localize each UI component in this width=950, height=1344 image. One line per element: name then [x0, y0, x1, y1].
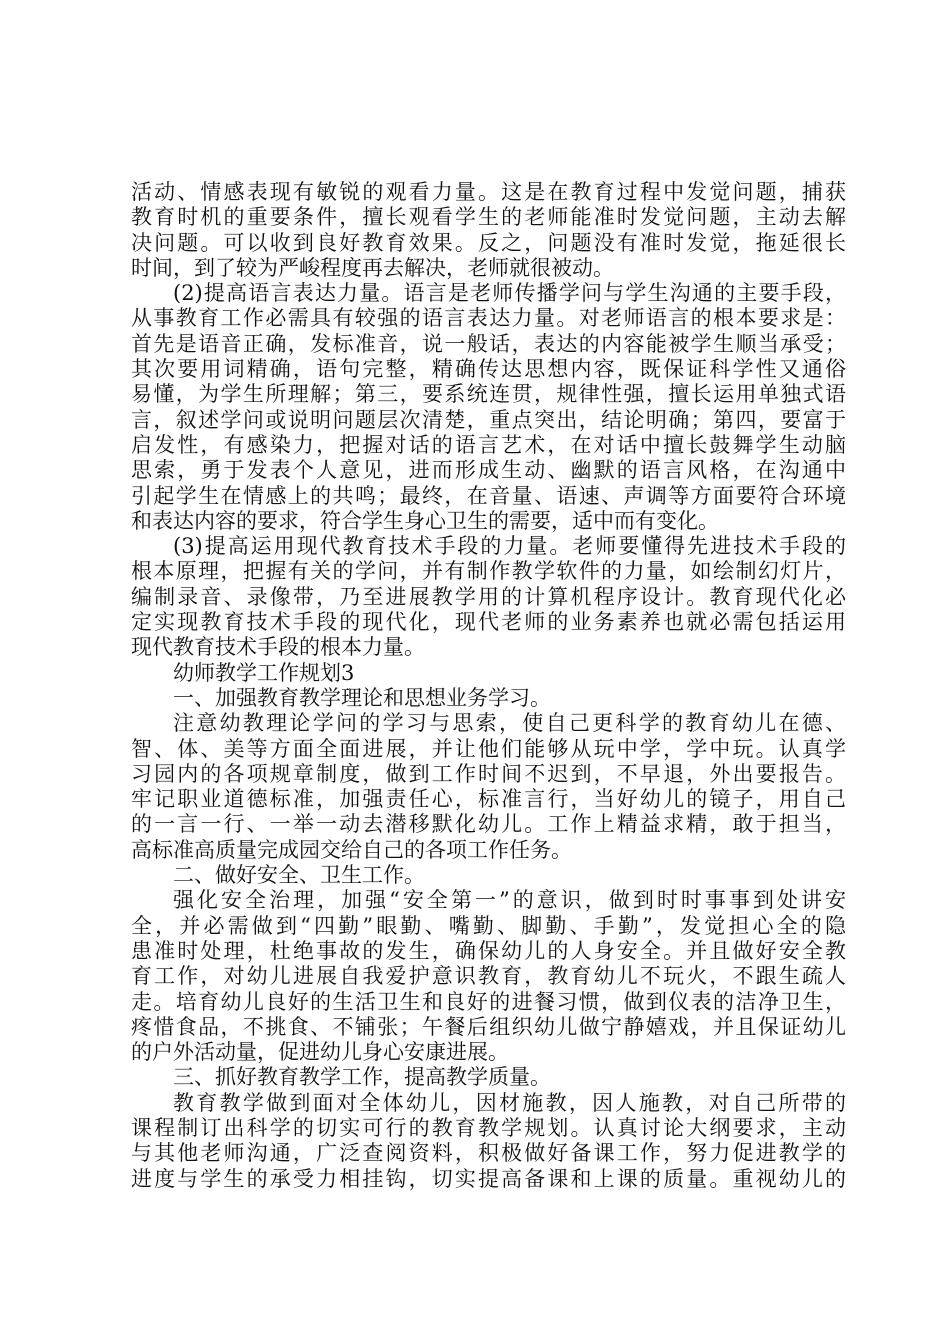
text-line: 教育教学做到面对全体幼儿，因材施教，因人施教，对自己所带的: [173, 1090, 846, 1115]
text-line: 注意幼教理论学问的学习与思索，使自己更科学的教育幼儿在德、: [173, 711, 846, 736]
text-line: 易懂，为学生所理解；第三，要系统连贯，规律性强，擅长运用单独式语: [131, 382, 846, 407]
text-line: 习园内的各项规章制度，做到工作时间不迟到，不早退，外出要报告。: [131, 761, 846, 786]
text-line: 思索，勇于发表个人意见，进而形成生动、幽默的语言风格，在沟通中: [131, 458, 846, 483]
text-line: 与其他老师沟通，广泛查阅资料，积极做好备课工作，努力促进教学的: [131, 1141, 846, 1166]
text-line: 首先是语音正确，发标准音，说一般话，表达的内容能被学生顺当承受；: [131, 331, 846, 356]
text-line: 编制录音、录像带，乃至进展教学用的计算机程序设计。教育现代化必: [131, 584, 846, 609]
document-body: [131, 180, 846, 1192]
text-line: 的户外活动量，促进幼儿身心安康进展。: [131, 1040, 509, 1065]
text-line: 智、体、美等方面全面进展，并让他们能够从玩中学，学中玩。认真学: [131, 736, 846, 761]
text-line: 课程制订出科学的切实可行的教育教学规划。认真讨论大纲要求，主动: [131, 1115, 846, 1140]
text-line: 言，叙述学问或说明问题层次清楚，重点突出，结论明确；第四，要富于: [131, 407, 846, 432]
text-line: 牢记职业道德标准，加强责任心，标准言行，当好幼儿的镜子，用自己: [131, 787, 846, 812]
text-line: 全，并必需做到“四勤”眼勤、嘴勤、脚勤、手勤”，发觉担心全的隐: [131, 913, 846, 938]
text-line: 疼惜食品，不挑食、不铺张；午餐后组织幼儿做宁静嬉戏，并且保证幼儿: [131, 1014, 846, 1039]
text-line: 二、做好安全、卫生工作。: [173, 863, 425, 888]
text-line: 高标准高质量完成园交给自己的各项工作任务。: [131, 837, 572, 862]
text-line: 根本原理，把握有关的学问，并有制作教学软件的力量，如绘制幻灯片，: [131, 559, 846, 584]
text-line: 时间，到了较为严峻程度再去解决，老师就很被动。: [131, 255, 614, 280]
text-line: 三、抓好教育教学工作，提高教学质量。: [173, 1065, 551, 1090]
text-line: 和表达内容的要求，符合学生身心卫生的需要，适中而有变化。: [131, 508, 719, 533]
text-line: 走。培育幼儿良好的生活卫生和良好的进餐习惯，做到仪表的洁净卫生，: [131, 989, 846, 1014]
text-line: 进度与学生的承受力相挂钩，切实提高备课和上课的质量。重视幼儿的: [131, 1166, 846, 1191]
text-line: 决问题。可以收到良好教育效果。反之，问题没有准时发觉，拖延很长: [131, 230, 846, 255]
text-line: 教育时机的重要条件，擅长观看学生的老师能准时发觉问题，主动去解: [131, 205, 846, 230]
text-line: 活动、情感表现有敏锐的观看力量。这是在教育过程中发觉问题，捕获: [131, 180, 846, 204]
text-line: (2)提高语言表达力量。语言是老师传播学问与学生沟通的主要手段，: [173, 281, 846, 306]
text-line: 其次要用词精确，语句完整，精确传达思想内容，既保证科学性又通俗: [131, 357, 846, 382]
text-line: 定实现教育技术手段的现代化，现代老师的业务素养也就必需包括运用: [131, 610, 846, 635]
text-line: (3)提高运用现代教育技术手段的力量。老师要懂得先进技术手段的: [173, 534, 846, 559]
text-line: 幼师教学工作规划3: [173, 660, 355, 685]
text-line: 一、加强教育教学理论和思想业务学习。: [173, 685, 551, 710]
text-line: 引起学生在情感上的共鸣；最终，在音量、语速、声调等方面要符合环境: [131, 483, 846, 508]
text-line: 现代教育技术手段的根本力量。: [131, 635, 425, 660]
text-line: 从事教育工作必需具有较强的语言表达力量。对老师语言的根本要求是：: [131, 306, 846, 331]
text-line: 的一言一行、一举一动去潜移默化幼儿。工作上精益求精，敢于担当，: [131, 812, 846, 837]
text-line: 启发性，有感染力，把握对话的语言艺术，在对话中擅长鼓舞学生动脑: [131, 432, 846, 457]
text-line: 患准时处理，杜绝事故的发生，确保幼儿的人身安全。并且做好安全教: [131, 938, 846, 963]
text-line: 强化安全治理，加强“安全第一”的意识，做到时时事事到处讲安: [173, 888, 846, 913]
text-line: 育工作，对幼儿进展自我爱护意识教育，教育幼儿不玩火，不跟生疏人: [131, 964, 846, 989]
